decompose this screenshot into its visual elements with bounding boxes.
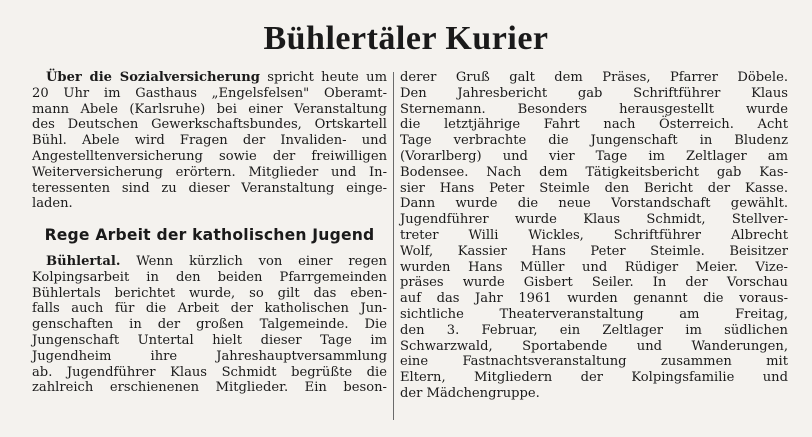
article-line: präses wurde Gisbert Seiler. In der Vorschau [400, 275, 788, 291]
left-column [32, 70, 387, 396]
article-line: Angestelltenversicherung sowie der freiwilligen [32, 148, 387, 164]
masthead-title: Bühlertäler Kurier [263, 20, 549, 57]
article-line: Kolpingsarbeit in den beiden Pfarrgemeinden [32, 269, 387, 285]
article-line: Schwarzwald, Sportabende und Wanderungen, [400, 338, 788, 354]
article-line: Weiterversicherung erörtern. Mitglieder und In- [32, 164, 387, 180]
article-line: sichtliche Theaterveranstaltung am Freitag, [400, 306, 788, 322]
article-line: Bühlertal. Wenn kürzlich von einer regen [46, 253, 387, 269]
right-column [400, 70, 788, 402]
article-line: Sternemann. Besonders herausgestellt wurde [400, 101, 788, 117]
article-line: auf das Jahr 1961 wurden genannt die voraus- [400, 291, 788, 307]
article-line: Bühl. Abele wird Fragen der Invaliden- und [32, 133, 387, 149]
article-line: wurden Hans Müller und Rüdiger Meier. Vize- [400, 259, 788, 275]
article-line: Jungenschaft Untertal hielt dieser Tage im [32, 332, 387, 348]
article-line: Eltern, Mitgliedern der Kolpingsfamilie und [400, 370, 788, 386]
article-line: falls auch für die Arbeit der katholischen Jun- [32, 301, 387, 317]
article-line: genschaften in der großen Talgemeinde. Die [32, 317, 387, 333]
article-headline: Rege Arbeit der katholischen Jugend [44, 226, 375, 245]
article-line: laden. [32, 196, 73, 212]
article-line: die letztjährige Fahrt nach Österreich. Acht [400, 117, 788, 133]
article-line: Über die Sozialversicherung spricht heute um [46, 70, 387, 85]
article-line: Den Jahresbericht gab Schriftführer Klaus [400, 85, 788, 101]
article-line: Dann wurde die neue Vorstandschaft gewählt. [400, 196, 788, 212]
article-line: Jugendheim ihre Jahreshauptversammlung [32, 348, 387, 364]
article-line: Bühlertals berichtet wurde, so gilt das eben- [32, 285, 387, 301]
article-line: (Vorarlberg) und vier Tage im Zeltlager am [400, 148, 788, 164]
article-lead: Über die Sozialversicherung [46, 70, 260, 85]
article-katholische-jugend [32, 254, 387, 396]
article-line: eine Fastnachtsveranstaltung zusammen mit [400, 354, 788, 370]
article-line: mann Abele (Karlsruhe) bei einer Veranstaltung [32, 101, 387, 117]
article-line: Wolf, Kassier Hans Peter Steimle. Beisitzer [400, 243, 788, 259]
article-line: teressenten sind zu dieser Veranstaltung einge- [32, 180, 387, 196]
article-line: zahlreich erschienenen Mitglieder. Ein beson- [32, 380, 387, 396]
article-line: sier Hans Peter Steimle den Bericht der Kasse. [400, 180, 788, 196]
article-line: den 3. Februar, ein Zeltlager im südlichen [400, 322, 788, 338]
article-line: derer Gruß galt dem Präses, Pfarrer Döbele. [400, 70, 788, 85]
article-lead: Bühlertal. [46, 253, 121, 269]
column-divider [393, 72, 394, 420]
article-line: Jugendführer wurde Klaus Schmidt, Stellver- [400, 212, 788, 228]
article-line: Tage verbrachte die Jungenschaft in Bludenz [400, 133, 788, 149]
article-line: der Mädchengruppe. [400, 385, 540, 401]
article-sozialversicherung [32, 70, 387, 212]
article-line: Bodensee. Nach dem Tätigkeitsbericht gab Kas- [400, 164, 788, 180]
article-line: treter Willi Wickles, Schriftführer Albrecht [400, 227, 788, 243]
article-line: ab. Jugendführer Klaus Schmidt begrüßte die [32, 364, 387, 380]
article-line: 20 Uhr im Gasthaus „Engelsfelsen" Oberamt- [32, 85, 387, 101]
article-line: des Deutschen Gewerkschaftsbundes, Ortskartell [32, 117, 387, 133]
